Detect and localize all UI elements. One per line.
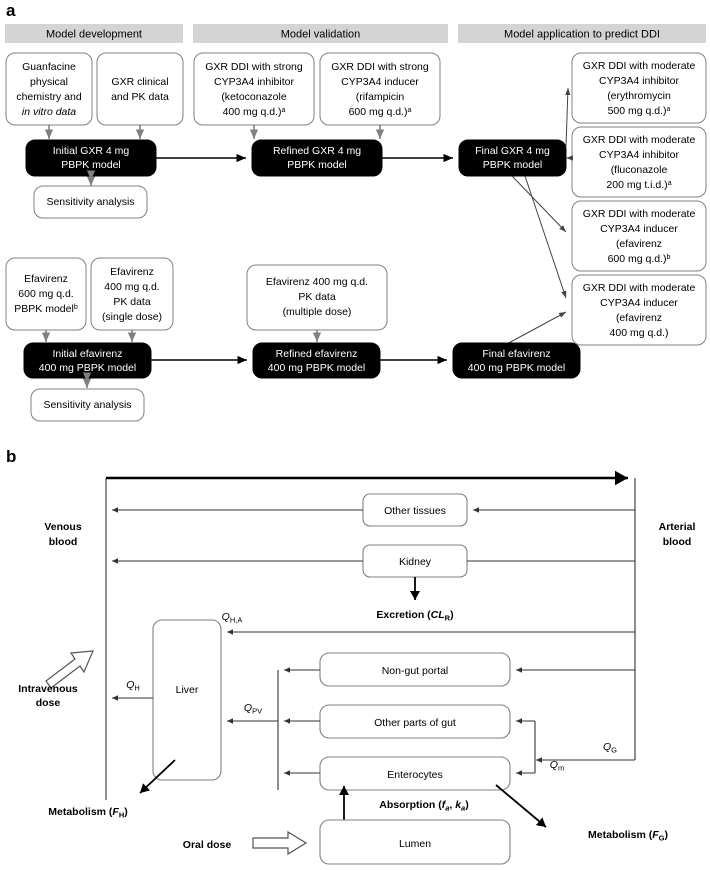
label-q-m: $Q_m$	[549, 759, 565, 773]
label-q-g: $Q_G$	[602, 741, 618, 755]
box-sensitivity-gxr	[34, 186, 147, 218]
compartment-kidney-label: Kidney	[398, 556, 432, 568]
label-excretion: Excretion $(CL_R)$	[376, 609, 454, 623]
compartment-other-parts-of-gut-label: Other parts of gut	[374, 717, 456, 729]
box-app-fluconazole-line-2: (fluconazole	[610, 164, 668, 176]
box-app-efavirenz-400-line-2: (efavirenz	[615, 312, 663, 324]
compartment-liver	[153, 620, 221, 780]
label-intravenous-dose-line2: dose	[35, 697, 61, 709]
label-q-ha: $Q_{H,A}$	[221, 611, 243, 625]
arrow-final-gxr-to-erythromycin	[566, 88, 568, 146]
box-app-efavirenz-400-line-1: CYP3A4 inducer	[600, 297, 678, 309]
label-venous-blood-line2: blood	[48, 536, 78, 548]
box-app-erythromycin	[572, 53, 706, 123]
box-gxr-clinical-line-0: GXR clinical	[111, 76, 169, 88]
box-app-erythromycin-line-1: CYP3A4 inhibitor	[599, 75, 679, 87]
box-guanfacine-input-line-2: chemistry and	[16, 91, 82, 103]
box-initial-efavirenz-line-0: Initial efavirenz	[52, 348, 123, 360]
box-gxr-ddi-strong-inducer-line-3: 600 mg q.d.)$^a$	[348, 106, 412, 118]
box-gxr-ddi-strong-inhibitor-line-1: CYP3A4 inhibitor	[214, 76, 294, 88]
box-sensitivity-efavirenz-line-0: Sensitivity analysis	[43, 399, 132, 411]
box-gxr-ddi-strong-inhibitor	[194, 53, 314, 125]
box-app-efavirenz-400-line-0: GXR DDI with moderate	[582, 282, 696, 294]
box-gxr-ddi-strong-inhibitor-line-3: 400 mg q.d.)$^a$	[222, 106, 286, 118]
box-app-efavirenz-600-line-2: (efavirenz	[615, 238, 663, 250]
box-sensitivity-efavirenz	[31, 389, 144, 421]
box-app-fluconazole-line-1: CYP3A4 inhibitor	[599, 149, 679, 161]
box-gxr-clinical-shape	[97, 53, 183, 125]
label-q-h: $Q_H$	[126, 679, 140, 693]
compartment-enterocytes	[320, 757, 510, 790]
label-arterial-blood-line1: Arterial	[658, 521, 696, 533]
label-intravenous-dose-line1: Intravenous	[18, 683, 78, 695]
compartment-other-parts-of-gut	[320, 705, 510, 738]
label-venous-blood-line1: Venous	[44, 521, 82, 533]
label-arterial-blood-line2: blood	[662, 536, 692, 548]
box-final-efavirenz	[453, 343, 580, 378]
box-refined-gxr-line-0: Refined GXR 4 mg	[272, 145, 362, 157]
box-final-efavirenz-line-0: Final efavirenz	[482, 348, 551, 360]
box-gxr-ddi-strong-inhibitor-line-0: GXR DDI with strong	[205, 61, 303, 73]
box-refined-gxr-line-1: PBPK model	[287, 159, 347, 171]
superscript-b-efavirenz-600: b	[666, 253, 671, 261]
box-refined-efavirenz-line-0: Refined efavirenz	[275, 348, 358, 360]
compartment-other-tissues-label: Other tissues	[384, 505, 446, 517]
header-label-model-application: Model application to predict DDI	[504, 28, 660, 41]
box-efavirenz-600-model-line-0: Efavirenz	[24, 273, 68, 285]
compartment-non-gut-portal	[320, 653, 510, 686]
box-efavirenz-400-single-line-2: PK data	[113, 296, 151, 308]
box-guanfacine-input-line-3: in vitro data	[21, 106, 77, 118]
box-gxr-ddi-strong-inducer	[320, 53, 440, 125]
compartment-kidney	[363, 545, 467, 577]
compartment-non-gut-portal-label: Non-gut portal	[381, 665, 449, 677]
compartment-liver-label: Liver	[175, 684, 199, 696]
header-label-model-validation: Model validation	[280, 28, 361, 41]
box-app-efavirenz-600-line-1: CYP3A4 inducer	[600, 223, 678, 235]
oral-dose-arrow	[253, 832, 306, 854]
box-efavirenz-400-single-line-1: 400 mg q.d.	[104, 281, 160, 293]
box-efavirenz-400-single	[91, 258, 173, 330]
box-gxr-ddi-strong-inducer-line-2: (rifampicin	[355, 91, 405, 103]
label-metabolism-fg: Metabolism $(F_G)$	[588, 829, 668, 843]
compartment-lumen-label: Lumen	[398, 838, 432, 850]
panel-a-letter: a	[6, 1, 16, 20]
box-guanfacine-input-line-1: physical	[30, 76, 68, 88]
box-initial-gxr-line-0: Initial GXR 4 mg	[52, 145, 130, 157]
box-refined-efavirenz	[253, 343, 380, 378]
box-efavirenz-400-multiple-line-1: PK data	[298, 291, 336, 303]
box-initial-efavirenz	[24, 343, 151, 378]
box-gxr-clinical-line-1: and PK data	[111, 91, 169, 103]
box-final-gxr-line-0: Final GXR 4 mg	[475, 145, 550, 157]
box-final-gxr	[459, 140, 566, 176]
arrow-final-gxr-to-efavirenz-600	[512, 176, 566, 232]
superscript-a-fluconazole: a	[667, 179, 672, 187]
box-app-efavirenz-400-line-3: 400 mg q.d.)	[609, 327, 669, 339]
label-oral-dose: Oral dose	[182, 839, 232, 851]
box-efavirenz-400-multiple	[247, 265, 387, 330]
box-app-efavirenz-600-line-3: 600 mg q.d.)$^b$	[607, 253, 671, 265]
box-initial-gxr-line-1: PBPK model	[61, 159, 121, 171]
compartment-lumen	[320, 820, 510, 864]
box-efavirenz-400-single-line-3: (single dose)	[101, 311, 163, 323]
box-gxr-clinical	[97, 53, 183, 125]
box-efavirenz-400-multiple-line-2: (multiple dose)	[282, 306, 352, 318]
box-guanfacine-input-line-0: Guanfacine	[22, 61, 76, 73]
box-efavirenz-400-single-line-0: Efavirenz	[110, 266, 154, 278]
box-sensitivity-gxr-line-0: Sensitivity analysis	[46, 196, 135, 208]
box-refined-efavirenz-line-1: 400 mg PBPK model	[267, 362, 366, 374]
panel-a-headers	[5, 24, 706, 43]
label-absorption: Absorption ($f_a$, $k_a$)	[379, 799, 469, 813]
header-label-model-development: Model development	[45, 28, 143, 41]
arrow-final-gxr-to-efavirenz-400	[525, 176, 566, 298]
box-initial-gxr	[26, 140, 156, 176]
box-final-efavirenz-line-1: 400 mg PBPK model	[467, 362, 566, 374]
box-final-gxr-line-1: PBPK model	[482, 159, 543, 171]
box-gxr-ddi-strong-inhibitor-line-2: (ketoconazole	[221, 91, 287, 103]
label-metabolism-fh: Metabolism $(F_H)$	[48, 806, 128, 820]
box-gxr-ddi-strong-inducer-line-1: CYP3A4 inducer	[341, 76, 419, 88]
box-guanfacine-input	[6, 53, 92, 125]
box-efavirenz-600-model-line-1: 600 mg q.d.	[18, 288, 74, 300]
superscript-a-ketoconazole: a	[281, 106, 286, 114]
box-efavirenz-600-model-line-2: PBPK model$^b$	[14, 303, 78, 315]
box-app-erythromycin-line-2: (erythromycin	[607, 90, 671, 102]
box-app-efavirenz-400	[572, 275, 706, 345]
box-initial-efavirenz-line-1: 400 mg PBPK model	[38, 362, 137, 374]
box-app-fluconazole	[572, 127, 706, 197]
box-refined-gxr	[252, 140, 382, 176]
box-efavirenz-400-multiple-line-0: Efavirenz 400 mg q.d.	[265, 276, 369, 288]
panel-b-letter: b	[6, 447, 17, 466]
superscript-a-rifampicin: a	[407, 106, 412, 114]
oral-dose-arrow-shape	[253, 832, 306, 854]
compartment-liver-shape	[153, 620, 221, 780]
superscript-b-efavirenz-model: b	[73, 303, 78, 311]
superscript-a-erythromycin: a	[666, 105, 671, 113]
box-app-fluconazole-line-3: 200 mg t.i.d.)$^a$	[606, 179, 672, 191]
compartment-other-tissues	[363, 494, 467, 526]
box-app-efavirenz-600-line-0: GXR DDI with moderate	[582, 208, 696, 220]
box-app-erythromycin-line-3: 500 mg q.d.)$^a$	[607, 105, 671, 117]
box-app-erythromycin-line-0: GXR DDI with moderate	[582, 60, 696, 72]
box-app-fluconazole-line-0: GXR DDI with moderate	[582, 134, 696, 146]
compartment-enterocytes-label: Enterocytes	[387, 769, 443, 781]
box-efavirenz-600-model	[6, 258, 86, 330]
box-app-efavirenz-600	[572, 201, 706, 271]
box-gxr-ddi-strong-inducer-line-0: GXR DDI with strong	[331, 61, 429, 73]
arrow-final-efavirenz-to-efavirenz-400	[505, 312, 566, 345]
label-q-pv: $Q_{PV}$	[243, 702, 263, 716]
